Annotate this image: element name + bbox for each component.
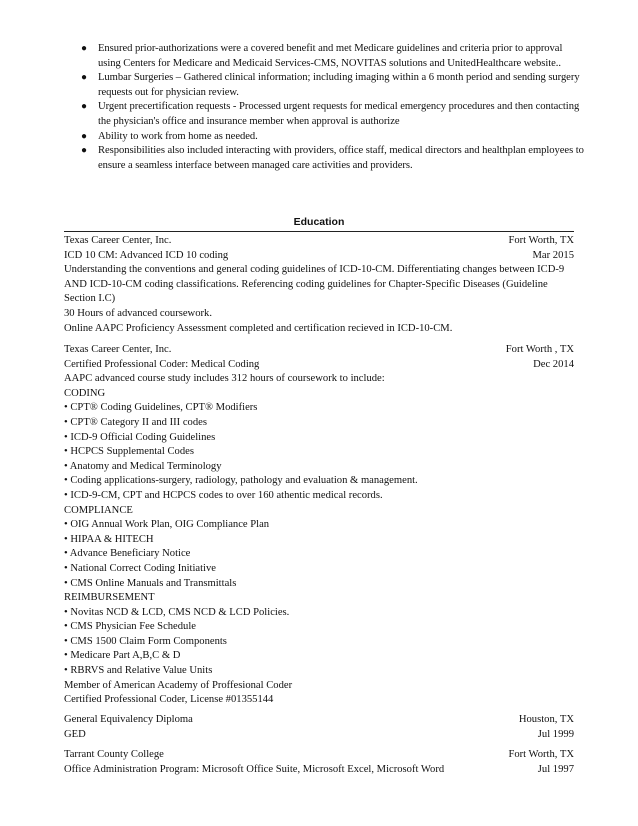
education-entry-tcc — [64, 748, 574, 777]
program-date: Dec 2014 — [533, 358, 574, 370]
bullet-icon: ● — [81, 72, 87, 84]
program-name: GED — [64, 728, 86, 740]
list-item: ● Responsibilities also included interacting with providers, office staff, medical directors and healthplan employees to ensure a seamless interface between managed care activities and providers. — [81, 145, 584, 171]
list-item: • Coding applications-surgery, radiology, pathology and evaluation & management. — [64, 475, 418, 487]
education-heading: Education — [293, 216, 345, 228]
list-item: ● Ability to work from home as needed. — [64, 130, 584, 145]
school-location: Fort Worth, TX — [508, 749, 574, 760]
bullet-icon: ● — [81, 130, 87, 142]
program-name: Certified Professional Coder: Medical Coding — [64, 358, 260, 370]
list-item: • CMS Physician Fee Schedule — [64, 621, 197, 633]
list-item: • CPT® Coding Guidelines, CPT® Modifiers — [64, 402, 258, 414]
list-item: • CPT® Category II and III codes — [64, 416, 207, 428]
school-location: Fort Worth , TX — [505, 344, 574, 355]
list-item: • ICD-9-CM, CPT and HCPCS codes to over 160 athentic medical records. — [64, 489, 383, 501]
list-item: • Novitas NCD & LCD, CMS NCD & LCD Policies. — [64, 606, 290, 618]
school-name: Tarrant County College — [64, 749, 164, 760]
list-item: • RBRVS and Relative Value Units — [64, 665, 213, 677]
list-item: • Medicare Part A,B,C & D — [64, 650, 181, 662]
program-name: Office Administration Program: Microsoft Office Suite, Microsoft Excel, Microsoft Word — [64, 763, 445, 775]
list-item: • CMS 1500 Claim Form Components — [64, 635, 227, 647]
program-hours: 30 Hours of advanced coursework. — [64, 307, 212, 319]
education-entry-cpc — [64, 343, 574, 708]
list-item: • HIPAA & HITECH — [64, 533, 154, 545]
school-name: General Equivalency Diploma — [64, 714, 193, 725]
program-date: Mar 2015 — [532, 249, 574, 261]
list-item: ● Urgent precertification requests - Processed urgent requests for medical emergency procedures and then contacting the physician's office and insurance member when approval is authorize — [81, 101, 580, 127]
school-location: Fort Worth, TX — [508, 235, 574, 246]
coding-heading: CODING — [64, 387, 106, 399]
list-item: • National Correct Coding Initiative — [64, 562, 216, 574]
program-date: Jul 1997 — [537, 763, 574, 775]
bullet-icon: ● — [81, 145, 87, 157]
duties-bullet-list — [64, 42, 584, 173]
school-name: Texas Career Center, Inc. — [64, 235, 172, 246]
education-entry-ged — [64, 713, 574, 742]
program-name: ICD 10 CM: Advanced ICD 10 coding — [64, 249, 229, 261]
list-item: • CMS Online Manuals and Transmittals — [64, 577, 237, 589]
program-assessment: Online AAPC Proficiency Assessment completed and certification recieved in ICD-10-CM. — [64, 322, 453, 334]
license: Certified Professional Coder, License #01355144 — [64, 694, 274, 706]
list-item: • HCPCS Supplemental Codes — [64, 446, 194, 458]
compliance-heading: COMPLIANCE — [64, 504, 133, 516]
program-description: Understanding the conventions and general coding guidelines of ICD-10-CM. Differentiating changes between ICD-9 AND ICD-10-CM coding classifications. Referencing coding guidelines for Chapter-Specific Diseases (Guideline Section I.C) — [64, 264, 565, 305]
bullet-icon: ● — [81, 101, 87, 113]
section-divider — [64, 231, 574, 232]
reimbursement-heading: REIMBURSEMENT — [64, 592, 155, 604]
program-intro: AAPC advanced course study includes 312 hours of coursework to include: — [64, 373, 385, 385]
bullet-icon: ● — [81, 43, 87, 54]
list-item: ● Lumbar Surgeries – Gathered clinical information; including imaging within a 6 month period and sending surgery requests out for physician review. — [81, 72, 580, 98]
list-item: • Anatomy and Medical Terminology — [64, 460, 222, 472]
membership: Member of American Academy of Proffesional Coder — [64, 679, 293, 691]
school-location: Houston, TX — [518, 714, 574, 725]
program-date: Jul 1999 — [537, 728, 574, 740]
list-item: • Advance Beneficiary Notice — [64, 548, 191, 560]
school-name: Texas Career Center, Inc. — [64, 344, 172, 355]
education-entry-icd10 — [64, 234, 574, 336]
list-item: ● Ensured prior-authorizations were a covered benefit and met Medicare guidelines and criteria prior to approval using Centers for Medicare and Medicaid Services-CMS, NOVITAS solutions and UnitedHealthcare website.. — [81, 43, 563, 69]
list-item: • ICD-9 Official Coding Guidelines — [64, 431, 216, 443]
list-item: • OIG Annual Work Plan, OIG Compliance Plan — [64, 519, 270, 531]
